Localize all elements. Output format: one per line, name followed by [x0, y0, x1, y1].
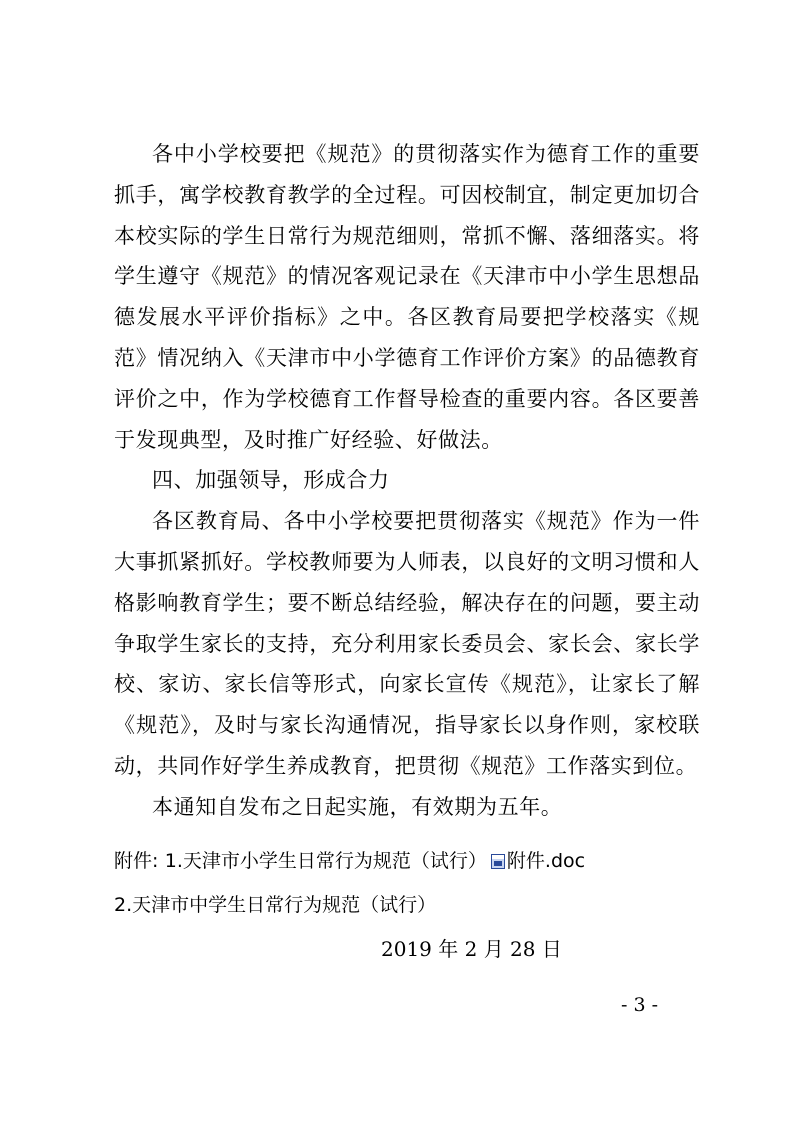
document-date: 2019 年 2 月 28 日: [381, 937, 562, 961]
attachment-item-1: 1.天津市小学生日常行为规范（试行）: [164, 850, 487, 872]
attachment-file-link[interactable]: 附件.doc: [506, 850, 586, 872]
attachment-label: 附件:: [114, 850, 159, 872]
paragraph-implementation: 各中小学校要把《规范》的贯彻落实作为德育工作的重要抓手，寓学校教育教学的全过程。可因校制宜，制定更加切合本校实际的学生日常行为规范细则，常抓不懈、落细落实。将学生遵守《规范》的情况客观记录在《天津市中小学生思想品德发展水平评价指标》之中。各区教育局要把学校落实《规范》情况纳入《天津市中小学德育工作评价方案》的品德教育评价之中，作为学校德育工作督导检查的重要内容。各区要善于发现典型，及时推广好经验、好做法。: [114, 142, 700, 452]
section-heading-leadership: 四、加强领导，形成合力: [152, 468, 390, 493]
paragraph-effective-date: 本通知自发布之日起实施，有效期为五年。: [152, 794, 563, 819]
attachment-line-1: [114, 846, 585, 873]
page-number: - 3 -: [621, 994, 659, 1016]
attachment-item-2: 2.天津市中学生日常行为规范（试行）: [114, 894, 437, 916]
document-body: [114, 134, 700, 828]
paragraph-leadership: 各区教育局、各中小学校要把贯彻落实《规范》作为一件大事抓紧抓好。学校教师要为人师表，以良好的文明习惯和人格影响教育学生；要不断总结经验，解决存在的问题，要主动争取学生家长的支持，充分利用家长委员会、家长会、家长学校、家访、家长信等形式，向家长宣传《规范》，让家长了解《规范》，及时与家长沟通情况，指导家长以身作则，家校联动，共同作好学生养成教育，把贯彻《规范》工作落实到位。: [114, 509, 700, 778]
attachment-line-2: [114, 890, 436, 917]
word-document-icon[interactable]: [491, 854, 505, 869]
